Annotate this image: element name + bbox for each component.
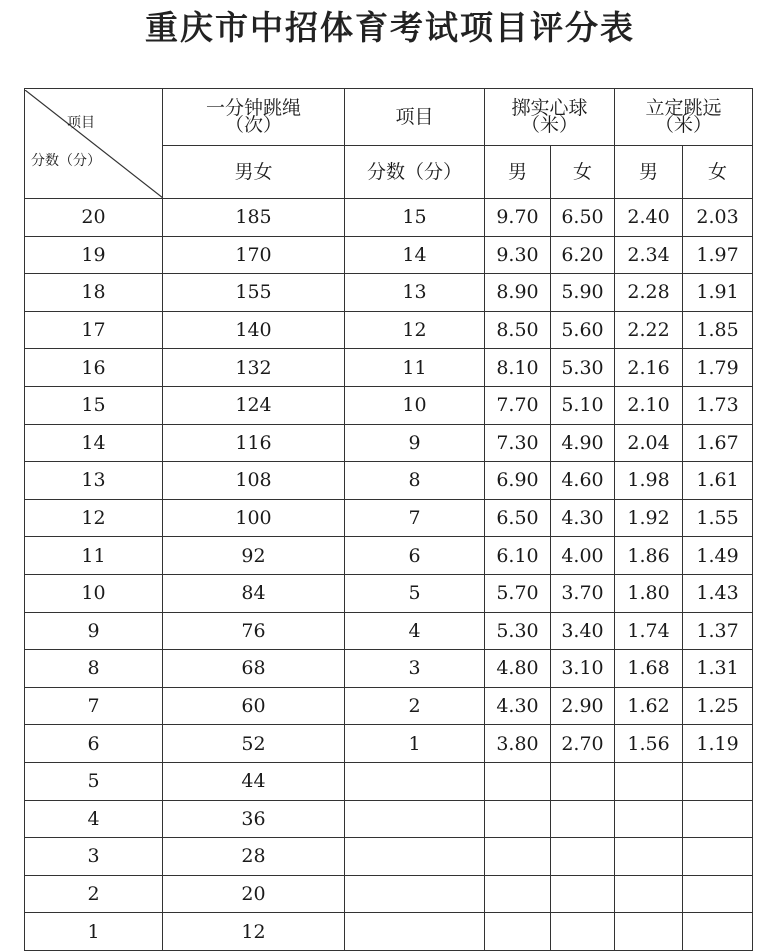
rope-count-cell: 12 — [163, 913, 345, 951]
ball-female-cell — [551, 913, 615, 951]
rope-score-cell: 5 — [25, 762, 163, 800]
jump-male-cell: 2.40 — [615, 199, 683, 237]
item-score-header: 分数（分） — [345, 146, 485, 199]
ball-male-cell: 5.30 — [485, 612, 551, 650]
table-row — [25, 913, 753, 951]
ball-female-cell: 4.90 — [551, 424, 615, 462]
field-score-cell — [345, 913, 485, 951]
ball-female-cell: 4.60 — [551, 462, 615, 500]
ball-male-cell: 6.10 — [485, 537, 551, 575]
ball-male-cell: 3.80 — [485, 725, 551, 763]
field-score-cell: 7 — [345, 499, 485, 537]
rope-count-cell: 76 — [163, 612, 345, 650]
field-score-cell — [345, 838, 485, 876]
rope-score-cell: 12 — [25, 499, 163, 537]
ball-female-cell: 3.10 — [551, 650, 615, 688]
jump-title: 立定跳远 — [645, 97, 722, 119]
ball-male-cell: 8.10 — [485, 349, 551, 387]
jump-female-cell — [683, 913, 753, 951]
jump-male-header: 男 — [615, 146, 683, 199]
jump-female-cell: 1.91 — [683, 274, 753, 312]
ball-male-cell: 4.30 — [485, 687, 551, 725]
rope-count-cell: 28 — [163, 838, 345, 876]
ball-male-cell: 7.70 — [485, 386, 551, 424]
rope-score-cell: 20 — [25, 199, 163, 237]
rope-count-cell: 100 — [163, 499, 345, 537]
jump-female-cell — [683, 838, 753, 876]
table-row — [25, 574, 753, 612]
rope-count-cell: 108 — [163, 462, 345, 500]
rope-header — [163, 89, 345, 146]
field-score-cell — [345, 875, 485, 913]
rope-count-cell: 155 — [163, 274, 345, 312]
ball-female-cell — [551, 875, 615, 913]
rope-count-cell: 170 — [163, 236, 345, 274]
rope-score-cell: 14 — [25, 424, 163, 462]
rope-score-cell: 1 — [25, 913, 163, 951]
rope-count-cell: 140 — [163, 311, 345, 349]
ball-male-cell — [485, 800, 551, 838]
ball-male-cell: 6.90 — [485, 462, 551, 500]
rope-score-cell: 13 — [25, 462, 163, 500]
jump-female-cell: 1.85 — [683, 311, 753, 349]
jump-male-cell: 2.28 — [615, 274, 683, 312]
field-score-cell: 10 — [345, 386, 485, 424]
jump-male-cell — [615, 762, 683, 800]
field-score-cell: 6 — [345, 537, 485, 575]
jump-header — [615, 89, 753, 146]
field-score-cell: 3 — [345, 650, 485, 688]
rope-score-cell: 7 — [25, 687, 163, 725]
rope-count-cell: 68 — [163, 650, 345, 688]
table-row — [25, 499, 753, 537]
ball-female-cell: 6.50 — [551, 199, 615, 237]
jump-female-cell: 1.49 — [683, 537, 753, 575]
table-row — [25, 612, 753, 650]
ball-unit: （米） — [521, 114, 579, 136]
diag-item-label: 项目 — [67, 114, 95, 131]
field-score-cell: 14 — [345, 236, 485, 274]
rope-score-cell: 9 — [25, 612, 163, 650]
table-row — [25, 386, 753, 424]
ball-male-cell — [485, 762, 551, 800]
table-row — [25, 875, 753, 913]
jump-female-cell: 1.61 — [683, 462, 753, 500]
jump-female-cell: 1.43 — [683, 574, 753, 612]
ball-male-cell — [485, 838, 551, 876]
ball-female-cell: 4.30 — [551, 499, 615, 537]
field-score-cell: 9 — [345, 424, 485, 462]
field-score-cell: 8 — [345, 462, 485, 500]
rope-score-cell: 2 — [25, 875, 163, 913]
table-row — [25, 800, 753, 838]
jump-female-cell: 1.97 — [683, 236, 753, 274]
jump-female-cell: 1.55 — [683, 499, 753, 537]
rope-count-cell: 20 — [163, 875, 345, 913]
jump-male-cell — [615, 875, 683, 913]
ball-female-cell: 5.60 — [551, 311, 615, 349]
table-row — [25, 349, 753, 387]
rope-score-cell: 10 — [25, 574, 163, 612]
ball-male-cell: 9.30 — [485, 236, 551, 274]
ball-female-cell: 5.30 — [551, 349, 615, 387]
field-score-cell — [345, 762, 485, 800]
ball-title: 掷实心球 — [511, 97, 588, 119]
jump-female-cell: 1.37 — [683, 612, 753, 650]
ball-header — [485, 89, 615, 146]
jump-female-cell: 1.73 — [683, 386, 753, 424]
ball-female-header: 女 — [551, 146, 615, 199]
table-row — [25, 537, 753, 575]
rope-count-cell: 52 — [163, 725, 345, 763]
page-title: 重庆市中招体育考试项目评分表 — [145, 8, 635, 47]
jump-male-cell: 1.80 — [615, 574, 683, 612]
diag-score-label: 分数（分） — [31, 152, 101, 169]
rope-count-cell: 185 — [163, 199, 345, 237]
jump-female-header: 女 — [683, 146, 753, 199]
jump-female-cell: 2.03 — [683, 199, 753, 237]
ball-female-cell: 2.90 — [551, 687, 615, 725]
table-row — [25, 687, 753, 725]
jump-male-cell: 1.62 — [615, 687, 683, 725]
rope-score-cell: 8 — [25, 650, 163, 688]
jump-male-cell: 1.74 — [615, 612, 683, 650]
ball-male-cell: 5.70 — [485, 574, 551, 612]
rope-count-cell: 60 — [163, 687, 345, 725]
table-row — [25, 725, 753, 763]
rope-score-cell: 17 — [25, 311, 163, 349]
rope-count-cell: 116 — [163, 424, 345, 462]
rope-count-cell: 44 — [163, 762, 345, 800]
jump-female-cell: 1.31 — [683, 650, 753, 688]
ball-male-cell: 8.50 — [485, 311, 551, 349]
jump-female-cell: 1.79 — [683, 349, 753, 387]
rope-title: 一分钟跳绳 — [205, 97, 301, 119]
rope-count-cell: 92 — [163, 537, 345, 575]
item-header: 项目 — [345, 89, 485, 146]
table-row — [25, 199, 753, 237]
jump-male-cell: 1.98 — [615, 462, 683, 500]
score-table — [24, 88, 753, 951]
rope-count-cell: 84 — [163, 574, 345, 612]
jump-male-cell — [615, 800, 683, 838]
rope-score-cell: 15 — [25, 386, 163, 424]
ball-male-cell — [485, 875, 551, 913]
ball-male-cell: 4.80 — [485, 650, 551, 688]
jump-male-cell: 2.22 — [615, 311, 683, 349]
field-score-cell: 11 — [345, 349, 485, 387]
table-row — [25, 236, 753, 274]
table-row — [25, 838, 753, 876]
field-score-cell: 4 — [345, 612, 485, 650]
jump-unit: （米） — [655, 114, 713, 136]
jump-female-cell: 1.67 — [683, 424, 753, 462]
jump-female-cell — [683, 762, 753, 800]
table-row — [25, 311, 753, 349]
rope-unit: （次） — [224, 114, 282, 136]
jump-male-cell: 1.68 — [615, 650, 683, 688]
jump-male-cell: 2.34 — [615, 236, 683, 274]
jump-male-cell: 2.10 — [615, 386, 683, 424]
jump-female-cell — [683, 875, 753, 913]
ball-male-header: 男 — [485, 146, 551, 199]
ball-female-cell: 5.10 — [551, 386, 615, 424]
jump-male-cell: 1.86 — [615, 537, 683, 575]
ball-female-cell — [551, 762, 615, 800]
field-score-cell: 13 — [345, 274, 485, 312]
rope-score-cell: 6 — [25, 725, 163, 763]
rope-count-cell: 36 — [163, 800, 345, 838]
jump-female-cell: 1.25 — [683, 687, 753, 725]
ball-female-cell — [551, 838, 615, 876]
ball-female-cell: 4.00 — [551, 537, 615, 575]
diagonal-line — [25, 90, 163, 198]
rope-count-cell: 124 — [163, 386, 345, 424]
jump-female-cell — [683, 800, 753, 838]
rope-count-cell: 132 — [163, 349, 345, 387]
table-row — [25, 424, 753, 462]
table-row — [25, 650, 753, 688]
field-score-cell: 15 — [345, 199, 485, 237]
ball-female-cell — [551, 800, 615, 838]
ball-male-cell: 6.50 — [485, 499, 551, 537]
rope-gender-header: 男女 — [163, 146, 345, 199]
ball-female-cell: 5.90 — [551, 274, 615, 312]
jump-male-cell: 1.92 — [615, 499, 683, 537]
jump-male-cell: 2.16 — [615, 349, 683, 387]
table-row — [25, 274, 753, 312]
ball-male-cell: 8.90 — [485, 274, 551, 312]
rope-score-cell: 19 — [25, 236, 163, 274]
jump-male-cell: 2.04 — [615, 424, 683, 462]
ball-female-cell: 3.40 — [551, 612, 615, 650]
jump-female-cell: 1.19 — [683, 725, 753, 763]
field-score-cell: 2 — [345, 687, 485, 725]
table-row — [25, 762, 753, 800]
ball-female-cell: 2.70 — [551, 725, 615, 763]
field-score-cell: 5 — [345, 574, 485, 612]
ball-male-cell: 7.30 — [485, 424, 551, 462]
ball-female-cell: 3.70 — [551, 574, 615, 612]
ball-male-cell — [485, 913, 551, 951]
field-score-cell: 1 — [345, 725, 485, 763]
rope-score-cell: 18 — [25, 274, 163, 312]
ball-female-cell: 6.20 — [551, 236, 615, 274]
field-score-cell: 12 — [345, 311, 485, 349]
field-score-cell — [345, 800, 485, 838]
rope-score-cell: 16 — [25, 349, 163, 387]
ball-male-cell: 9.70 — [485, 199, 551, 237]
table-row — [25, 462, 753, 500]
rope-score-cell: 11 — [25, 537, 163, 575]
jump-male-cell — [615, 913, 683, 951]
rope-score-cell: 4 — [25, 800, 163, 838]
jump-male-cell — [615, 838, 683, 876]
jump-male-cell: 1.56 — [615, 725, 683, 763]
diagonal-header-cell — [25, 89, 163, 199]
rope-score-cell: 3 — [25, 838, 163, 876]
